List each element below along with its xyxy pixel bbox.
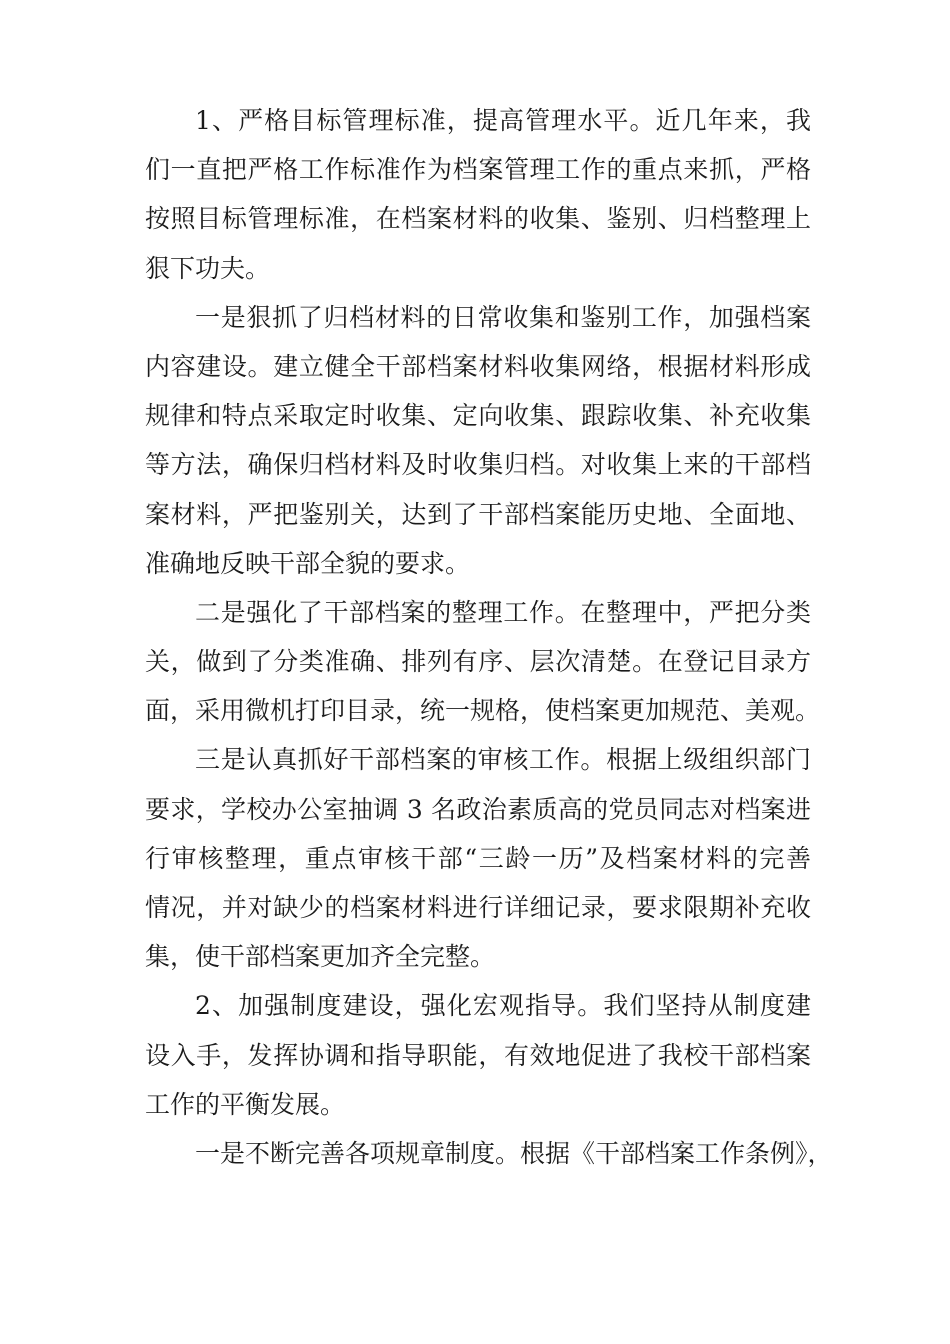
text-line: 面，采用微机打印目录，统一规格，使档案更加规范、美观。 (145, 696, 821, 726)
text-line: 内容建设。建立健全干部档案材料收集网络，根据材料形成 (145, 351, 811, 381)
text-line: 工作的平衡发展。 (145, 1089, 346, 1119)
text-line: 三是认真抓好干部档案的审核工作。根据上级组织部门 (195, 745, 811, 775)
paragraph-2 (145, 293, 811, 588)
text-line: 2、加强制度建设，强化宏观指导。我们坚持从制度建 (195, 991, 811, 1021)
document-body (145, 96, 833, 1178)
text-line: 设入手，发挥协调和指导职能，有效地促进了我校干部档案 (145, 1040, 811, 1070)
text-line: 准确地反映干部全貌的要求。 (145, 548, 471, 578)
paragraph-5 (145, 981, 811, 1129)
paragraph-6 (145, 1129, 833, 1178)
text-line: 等方法，确保归档材料及时收集归档。对收集上来的干部档 (145, 450, 811, 480)
text-line: 集，使干部档案更加齐全完整。 (145, 942, 496, 972)
text-line: 规律和特点采取定时收集、定向收集、跟踪收集、补充收集 (145, 401, 811, 431)
text-line: 要求，学校办公室抽调 3 名政治素质高的党员同志对档案进 (145, 794, 811, 824)
text-line: 1、严格目标管理标准，提高管理水平。近几年来，我 (195, 106, 811, 135)
text-line: 二是强化了干部档案的整理工作。在整理中，严把分类 (195, 597, 811, 627)
text-line: 情况，并对缺少的档案材料进行详细记录，要求限期补充收 (145, 893, 811, 922)
paragraph-4 (145, 735, 811, 981)
text-line: 一是狠抓了归档材料的日常收集和鉴别工作，加强档案 (195, 302, 811, 332)
text-line: 狠下功夫。 (145, 253, 271, 283)
text-line: 们一直把严格工作标准作为档案管理工作的重点来抓，严格 (145, 155, 811, 185)
text-line: 按照目标管理标准，在档案材料的收集、鉴别、归档整理上 (145, 204, 811, 234)
text-line: 行审核整理，重点审核干部“三龄一历”及档案材料的完善 (145, 843, 811, 873)
paragraph-3 (145, 588, 821, 736)
text-line: 一是不断完善各项规章制度。根据《干部档案工作条例》， (195, 1138, 833, 1168)
paragraph-1 (145, 96, 811, 293)
text-line: 关，做到了分类准确、排列有序、层次清楚。在登记目录方 (145, 647, 811, 677)
text-line: 案材料，严把鉴别关，达到了干部档案能历史地、全面地、 (145, 499, 811, 529)
